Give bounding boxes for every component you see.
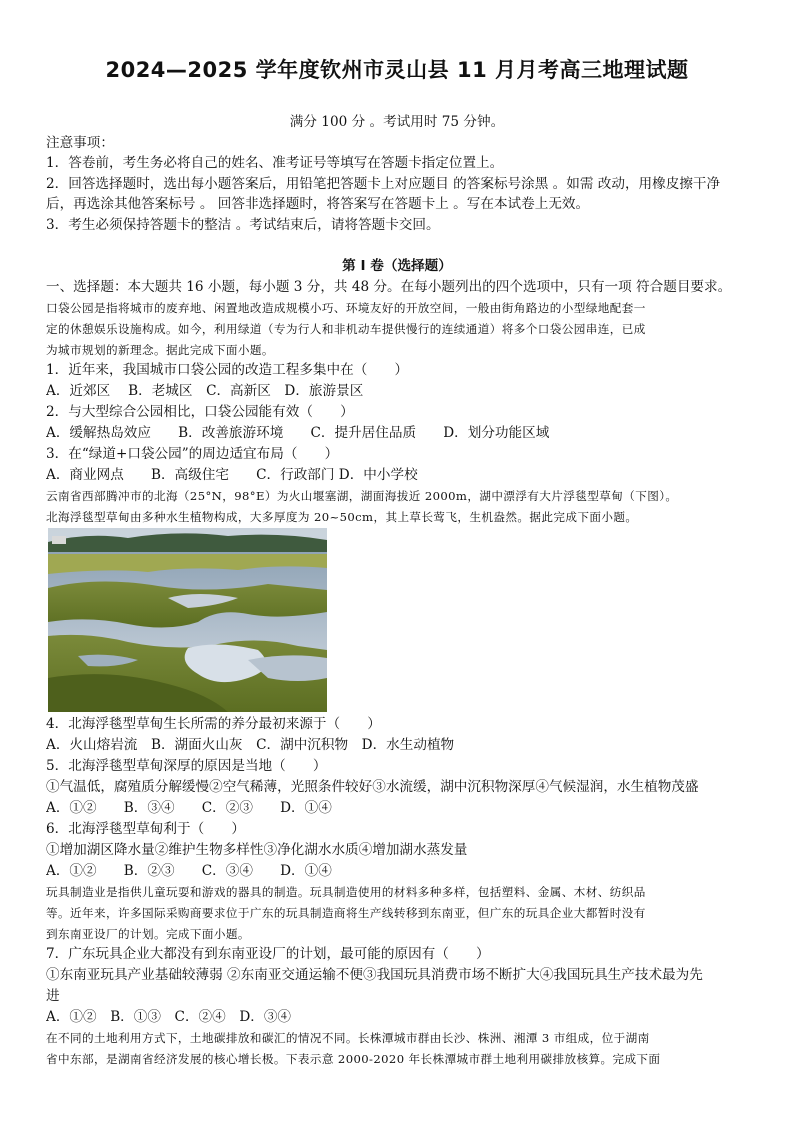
passage-line: 在不同的土地利用方式下，土地碳排放和碳汇的情况不同。长株潭城市群由长沙、株洲、湘潭 3 市组成，位于湖南 [46,1031,650,1045]
section-intro: 一、选择题：本大题共 16 小题，每小题 3 分，共 48 分。在每小题列出的四个选项中，只有一项 符合题目要求。 [46,279,732,295]
notice-line: 3．考生必须保持答题卡的整洁 。考试结束后，请将答题卡交回。 [46,217,440,233]
passage-line: 玩具制造业是指供儿童玩耍和游戏的器具的制造。玩具制造使用的材料多种多样，包括塑料、金属、木材、纺织品 [46,885,646,899]
section-title: 第 I 卷（选择题） [342,258,452,274]
notice-line: 2．回答选择题时，选出每小题答案后，用铅笔把答题卡上对应题目 的答案标号涂黑 。如需 改动，用橡皮擦干净 [46,176,721,192]
notice-line: 后，再选涂其他答案标号 。 回答非选择题时，将答案写在答题卡上 。写在本试卷上无效。 [46,196,590,212]
question-7-statements: ①东南亚玩具产业基础较薄弱 ②东南亚交通运输不便③我国玩具消费市场不断扩大④我国玩具生产技术最为先 [46,967,703,983]
passage-line: 等。近年来，许多国际采购商要求位于广东的玩具制造商将生产线转移到东南亚，但广东的玩具企业大都暂时没有 [46,906,646,920]
passage-line: 省中东部，是湖南省经济发展的核心增长极。下表示意 2000-2020 年长株潭城市群土地利用碳排放核算。完成下面 [46,1052,661,1066]
question-7-options: A．①② B．①③ C．②④ D．③④ [46,1009,292,1025]
passage-line: 北海浮毯型草甸由多种水生植物构成，大多厚度为 20~50cm，其上草长莺飞，生机盎然。据此完成下面小题。 [46,510,638,524]
passage-line: 到东南亚设厂的计划。完成下面小题。 [46,927,250,941]
question-1: 1．近年来，我国城市口袋公园的改造工程多集中在（ ） [46,362,409,378]
question-5-options: A．①② B．③④ C．②③ D．①④ [46,800,332,816]
question-6-statements: ①增加湖区降水量②维护生物多样性③净化湖水水质④增加湖水蒸发量 [46,842,468,858]
question-2-options: A．缓解热岛效应 B．改善旅游环境 C．提升居住品质 D．划分功能区域 [46,425,550,441]
passage-line: 为城市规划的新理念。据此完成下面小题。 [46,343,274,357]
question-6-options: A．①② B．②③ C．③④ D．①④ [46,863,332,879]
question-7-statements: 进 [46,988,60,1004]
exam-title: 2024—2025 学年度钦州市灵山县 11 月月考高三地理试题 [105,58,689,82]
notice-heading: 注意事项： [46,135,114,151]
lake-meadow-photo [48,528,327,712]
question-5: 5．北海浮毯型草甸深厚的原因是当地（ ） [46,758,327,774]
passage-line: 口袋公园是指将城市的废弃地、闲置地改造成规模小巧、环境友好的开放空间，一般由街角路边的小型绿地配套一 [46,301,646,315]
passage-line: 云南省西部腾冲市的北海（25°N，98°E）为火山堰塞湖，湖面海拔近 2000m，湖中漂浮有大片浮毯型草甸（下图）。 [46,489,678,503]
question-5-statements: ①气温低，腐殖质分解缓慢②空气稀薄，光照条件较好③水流缓，湖中沉积物深厚④气候湿润，水生植物茂盛 [46,779,699,795]
notice-line: 1．答卷前，考生务必将自己的姓名、准考证号等填写在答题卡指定位置上。 [46,155,504,171]
question-4: 4．北海浮毯型草甸生长所需的养分最初来源于（ ） [46,716,381,732]
passage-line: 定的休憩娱乐设施构成。如今，利用绿道（专为行人和非机动车提供慢行的连续通道）将多个口袋公园串连，已成 [46,322,646,336]
question-2: 2．与大型综合公园相比，口袋公园能有效（ ） [46,404,354,420]
question-6: 6．北海浮毯型草甸利于（ ） [46,821,245,837]
question-3-options: A．商业网点 B．高级住宅 C．行政部门 D．中小学校 [46,467,418,483]
question-3: 3．在“绿道+口袋公园”的周边适宜布局（ ） [46,446,339,462]
question-7: 7．广东玩具企业大都没有到东南亚设厂的计划，最可能的原因有（ ） [46,946,490,962]
question-4-options: A．火山熔岩流 B．湖面火山灰 C．湖中沉积物 D．水生动植物 [46,737,455,753]
score-info: 满分 100 分 。考试用时 75 分钟。 [289,114,505,130]
question-1-options: A．近郊区 B．老城区 C．高新区 D．旅游景区 [46,383,364,399]
